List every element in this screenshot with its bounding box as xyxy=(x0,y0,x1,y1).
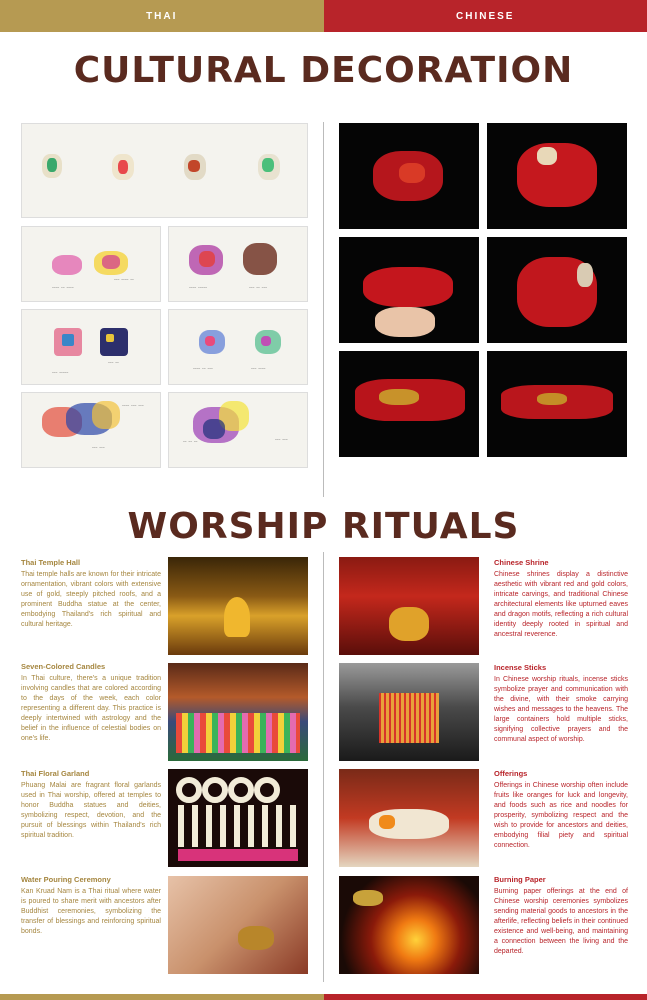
incense-sticks-photo xyxy=(339,663,479,761)
thai-floral-garland-section xyxy=(21,769,161,841)
worship-rituals-title: WORSHIP RITUALS xyxy=(127,506,520,547)
thai-header: THAI xyxy=(0,0,324,32)
section-title: Seven-Colored Candles xyxy=(21,662,106,671)
burning-paper-photo xyxy=(339,876,479,974)
section-title: Thai Temple Hall xyxy=(21,558,81,567)
chinese-shrine-photo xyxy=(339,557,479,655)
section-body: Burning paper offerings at the end of Chinese worship ceremonies symbolizes sending material goods to ancestors in the afterlife, reflecting beliefs in their continued existence and well-being, and maintaining a connection between the living and the departed. xyxy=(494,888,628,955)
section-title: Burning Paper xyxy=(494,875,546,884)
thai-sketch-6: ~~ ~~ ~~ ~~~ ~~~ xyxy=(168,392,308,468)
section-body: Thai temple halls are known for their intricate ornamentation, vibrant colors with extensive use of gold, steeply pitched roofs, and a prominent Buddha statue at the center, embodying Thailand's rich spiritual and cultural heritage. xyxy=(21,571,161,628)
thai-garland-photo xyxy=(168,769,308,867)
thai-candle-cubes-photo xyxy=(21,123,308,218)
bottom-bar-thai xyxy=(0,994,324,1000)
red-fabric-photo-5 xyxy=(339,351,479,457)
thai-sketch-4: ~~~~ ~~ ~~~ ~~~ ~~~~ xyxy=(168,309,308,385)
section-body: Kan Kruad Nam is a Thai ritual where water is poured to share merit with ancestors after Buddhist ceremonies, symbolizing the transfer of blessings and reinforcing spiritual bonds. xyxy=(21,888,161,935)
water-pouring-section xyxy=(21,875,161,937)
section-title: Water Pouring Ceremony xyxy=(21,875,111,884)
thai-sketch-5: ~~~~ ~~~ ~~~ ~~~ ~~~ xyxy=(21,392,161,468)
section-body: In Thai culture, there's a unique tradition involving candles that are colored according to the days of the week, each color representing a different day. This practice is deeply intertwined with astrology and the belief in the influence of celestial bodies on one's life. xyxy=(21,675,161,742)
section-title: Chinese Shrine xyxy=(494,558,549,567)
top-bar xyxy=(0,0,647,32)
section-body: In Chinese worship rituals, incense sticks symbolize prayer and communication with the divine, with their smoke carrying wishes and messages to the heavens. The large containers hold multiple sticks, signifying collective prayers and the communal aspect of worship. xyxy=(494,676,628,743)
red-fabric-photo-3 xyxy=(339,237,479,343)
bottom-bar xyxy=(0,994,647,1000)
divider-top xyxy=(323,122,324,497)
thai-sketch-1: ~~~~ ~~ ~~~~ ~~~ ~~~~ ~~ xyxy=(21,226,161,302)
thai-sketch-3: ~~~ ~~~~~ ~~~ ~~ xyxy=(21,309,161,385)
divider-bottom xyxy=(323,552,324,982)
chinese-header: CHINESE xyxy=(324,0,647,32)
thai-temple-hall-section xyxy=(21,558,161,630)
red-fabric-photo-1 xyxy=(339,123,479,229)
section-body: Offerings in Chinese worship often include fruits like oranges for luck and longevity, and foods such as rice and noodles for prosperity, symbolizing respect and the wish to provide for ancestors and deities, embodying filial piety and spiritual connection. xyxy=(494,782,628,849)
red-fabric-photo-2 xyxy=(487,123,627,229)
section-title: Offerings xyxy=(494,769,528,778)
thai-temple-photo xyxy=(168,557,308,655)
section-title: Incense Sticks xyxy=(494,663,547,672)
thai-candles-photo xyxy=(168,663,308,761)
burning-paper-section xyxy=(494,875,628,957)
offerings-photo xyxy=(339,769,479,867)
red-fabric-photo-6 xyxy=(487,351,627,457)
section-title: Thai Floral Garland xyxy=(21,769,90,778)
offerings-section xyxy=(494,769,628,851)
red-fabric-photo-4 xyxy=(487,237,627,343)
section-body: Phuang Malai are fragrant floral garlands used in Thai worship, offered at temples to honor Buddha statues and deities, symbolizing respect, devotion, and the pursuit of blessings within Thailand's rich spiritual tradition. xyxy=(21,782,161,839)
bottom-bar-chinese xyxy=(324,994,647,1000)
incense-sticks-section xyxy=(494,663,628,745)
seven-colored-candles-section xyxy=(21,662,161,744)
section-body: Chinese shrines display a distinctive aesthetic with vibrant red and gold colors, intricate carvings, and traditional Chinese architectural elements like upturned eaves and dragon motifs, reflecting a rich cultural identity deeply rooted in spiritual and ancestral reverence. xyxy=(494,571,628,638)
thai-water-pouring-photo xyxy=(168,876,308,974)
cultural-decoration-title: CULTURAL DECORATION xyxy=(73,50,574,91)
chinese-shrine-section xyxy=(494,558,628,640)
thai-sketch-2: ~~~~ ~~~~~ ~~~ ~~ ~~~ xyxy=(168,226,308,302)
